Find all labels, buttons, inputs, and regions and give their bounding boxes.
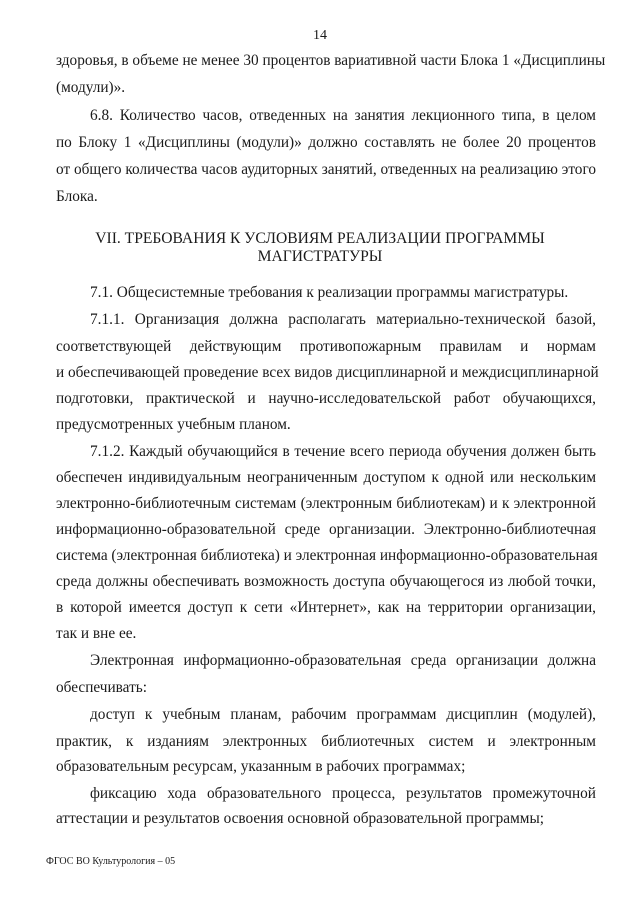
text-line: так и вне ее. — [56, 625, 137, 642]
text-line: обеспечивать: — [56, 679, 147, 696]
text-line: подготовки, практической и научно-исследовательской работ обучающихся, — [56, 390, 596, 407]
text-line: практик, к изданиям электронных библиотечных систем и электронным — [56, 733, 596, 750]
text-line: от общего количества часов аудиторных занятий, отведенных на реализацию этого — [56, 161, 596, 178]
section-heading: VII. ТРЕБОВАНИЯ К УСЛОВИЯМ РЕАЛИЗАЦИИ ПРОГРАММЫ — [95, 230, 545, 247]
text-line: (модули)». — [56, 79, 126, 96]
text-line: информационно-образовательной среде организации. Электронно-библиотечная — [56, 521, 596, 538]
text-line: и обеспечивающей проведение всех видов дисциплинарной и междисциплинарной — [56, 364, 599, 381]
text-line: соответствующей действующим противопожарным правилам и нормам — [56, 338, 596, 355]
text-line: доступ к учебным планам, рабочим программам дисциплин (модулей), — [90, 706, 596, 723]
section-heading: МАГИСТРАТУРЫ — [257, 248, 383, 265]
text-line: в которой имеется доступ к сети «Интернет», как на территории организации, — [56, 599, 596, 616]
text-line: обеспечен индивидуальным неограниченным доступом к одной или нескольким — [56, 469, 596, 486]
text-line: 7.1.2. Каждый обучающийся в течение всего периода обучения должен быть — [90, 443, 596, 460]
text-line: фиксацию хода образовательного процесса, результатов промежуточной — [90, 785, 596, 802]
text-line: 6.8. Количество часов, отведенных на занятия лекционного типа, в целом — [90, 107, 596, 124]
page-number: 14 — [313, 28, 327, 43]
footer-text: ФГОС ВО Культурология – 05 — [46, 856, 176, 867]
text-line: Блока. — [56, 188, 98, 205]
text-line: среда должны обеспечивать возможность доступа обучающегося из любой точки, — [56, 573, 596, 590]
text-line: система (электронная библиотека) и электронная информационно-образовательная — [56, 547, 598, 564]
text-line: предусмотренных учебным планом. — [56, 416, 291, 433]
text-line: аттестации и результатов освоения основной образовательной программы; — [56, 810, 544, 827]
text-line: образовательным ресурсам, указанным в рабочих программах; — [56, 758, 466, 775]
text-line: по Блоку 1 «Дисциплины (модули)» должно составлять не более 20 процентов — [56, 134, 596, 151]
text-line: 7.1.1. Организация должна располагать материально-технической базой, — [90, 311, 596, 328]
text-line: электронно-библиотечным системам (электронным библиотекам) и к электронной — [56, 495, 596, 512]
text-line: здоровья, в объеме не менее 30 процентов вариативной части Блока 1 «Дисциплины — [56, 52, 606, 69]
text-line: 7.1. Общесистемные требования к реализации программы магистратуры. — [90, 284, 569, 301]
text-line: Электронная информационно-образовательная среда организации должна — [90, 652, 596, 669]
